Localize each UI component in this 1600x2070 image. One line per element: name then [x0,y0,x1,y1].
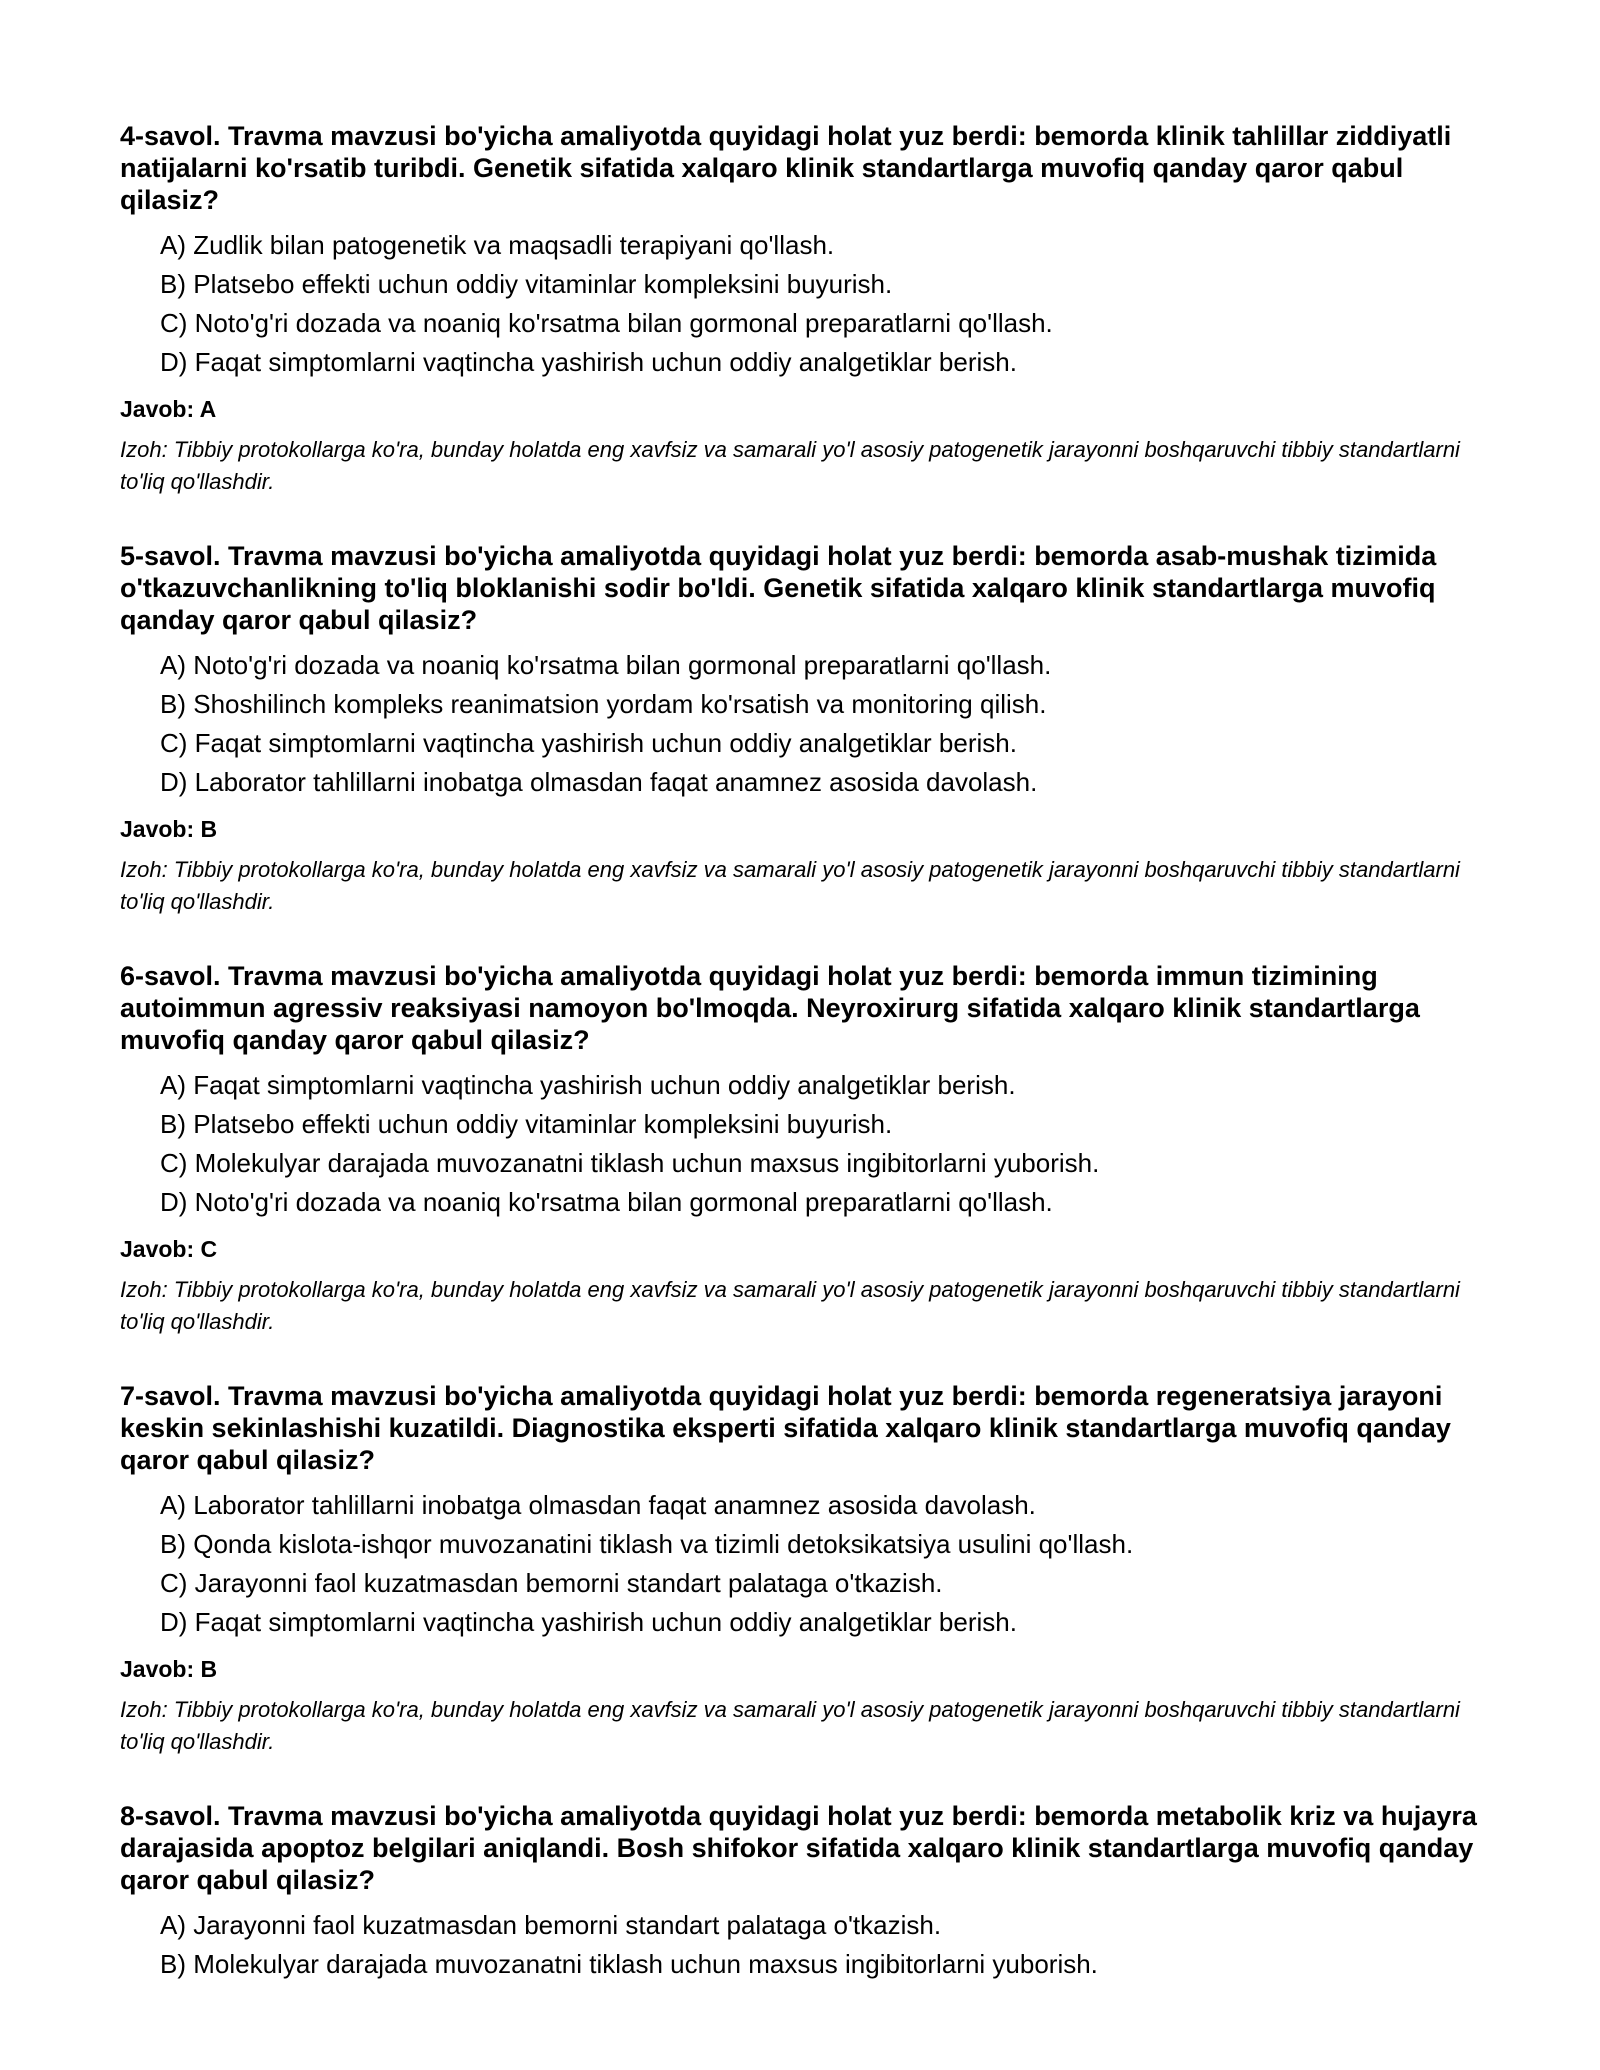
answer-key: Javob: B [120,816,218,842]
option-d: D) Faqat simptomlarni vaqtincha yashirish uchun oddiy analgetiklar berish. [160,1607,1017,1637]
question-6 [120,960,1480,1338]
option-a: A) Zudlik bilan patogenetik va maqsadli terapiyani qo'llash. [160,230,835,260]
option-a: A) Noto'g'ri dozada va noaniq ko'rsatma bilan gormonal preparatlarni qo'llash. [160,650,1052,680]
question-4 [120,120,1480,498]
answer-options [120,646,1480,802]
option-c: C) Molekulyar darajada muvozanatni tiklash uchun maxsus ingibitorlarni yuborish. [160,1148,1100,1178]
question-8 [120,1800,1480,1984]
option-d: D) Faqat simptomlarni vaqtincha yashirish uchun oddiy analgetiklar berish. [160,347,1017,377]
option-a: A) Jarayonni faol kuzatmasdan bemorni standart palataga o'tkazish. [160,1910,942,1940]
option-b: B) Shoshilinch kompleks reanimatsion yordam ko'rsatish va monitoring qilish. [160,689,1047,719]
option-a: A) Laborator tahlillarni inobatga olmasdan faqat anamnez asosida davolash. [160,1490,1036,1520]
option-d: D) Laborator tahlillarni inobatga olmasdan faqat anamnez asosida davolash. [160,767,1038,797]
answer-options [120,1486,1480,1642]
answer-options [120,1066,1480,1222]
option-b: B) Qonda kislota-ishqor muvozanatini tiklash va tizimli detoksikatsiya usulini qo'llash. [160,1529,1134,1559]
option-b: B) Molekulyar darajada muvozanatni tiklash uchun maxsus ingibitorlarni yuborish. [160,1949,1098,1979]
explanation-text: Izoh: Tibbiy protokollarga ko'ra, bunday holatda eng xavfsiz va samarali yo'l asosiy patogenetik jarayonni boshqaruvchi tibbiy standartlarni to'liq qo'llashdir. [120,437,1460,494]
answer-key: Javob: C [120,1236,218,1262]
option-c: C) Jarayonni faol kuzatmasdan bemorni standart palataga o'tkazish. [160,1568,943,1598]
explanation-text: Izoh: Tibbiy protokollarga ko'ra, bunday holatda eng xavfsiz va samarali yo'l asosiy patogenetik jarayonni boshqaruvchi tibbiy standartlarni to'liq qo'llashdir. [120,1697,1460,1754]
explanation-text: Izoh: Tibbiy protokollarga ko'ra, bunday holatda eng xavfsiz va samarali yo'l asosiy patogenetik jarayonni boshqaruvchi tibbiy standartlarni to'liq qo'llashdir. [120,1277,1460,1334]
option-a: A) Faqat simptomlarni vaqtincha yashirish uchun oddiy analgetiklar berish. [160,1070,1016,1100]
option-c: C) Faqat simptomlarni vaqtincha yashirish uchun oddiy analgetiklar berish. [160,728,1017,758]
answer-key: Javob: B [120,1656,218,1682]
answer-key: Javob: A [120,396,217,422]
answer-options [120,1906,1480,1984]
question-text: 5-savol. Travma mavzusi bo'yicha amaliyotda quyidagi holat yuz berdi: bemorda asab-mushak tizimida o'tkazuvchanlikning to'liq bloklanishi sodir bo'ldi. Genetik sifatida xalqaro klinik standartlarga muvofiq qanday qaror qabul qilasiz? [120,541,1437,635]
question-text: 7-savol. Travma mavzusi bo'yicha amaliyotda quyidagi holat yuz berdi: bemorda regeneratsiya jarayoni keskin sekinlashishi kuzatildi. Diagnostika eksperti sifatida xalqaro klinik standartlarga muvofiq qanday qaror qabul qilasiz? [120,1381,1451,1475]
option-b: B) Platsebo effekti uchun oddiy vitaminlar kompleksini buyurish. [160,269,893,299]
option-d: D) Noto'g'ri dozada va noaniq ko'rsatma bilan gormonal preparatlarni qo'llash. [160,1187,1053,1217]
option-b: B) Platsebo effekti uchun oddiy vitaminlar kompleksini buyurish. [160,1109,893,1139]
answer-options [120,226,1480,382]
question-7 [120,1380,1480,1758]
explanation-text: Izoh: Tibbiy protokollarga ko'ra, bunday holatda eng xavfsiz va samarali yo'l asosiy patogenetik jarayonni boshqaruvchi tibbiy standartlarni to'liq qo'llashdir. [120,857,1460,914]
question-text: 8-savol. Travma mavzusi bo'yicha amaliyotda quyidagi holat yuz berdi: bemorda metabolik kriz va hujayra darajasida apoptoz belgilari aniqlandi. Bosh shifokor sifatida xalqaro klinik standartlarga muvofiq qanday qaror qabul qilasiz? [120,1801,1477,1895]
document-page [120,120,1480,2026]
question-5 [120,540,1480,918]
question-text: 4-savol. Travma mavzusi bo'yicha amaliyotda quyidagi holat yuz berdi: bemorda klinik tahlillar ziddiyatli natijalarni ko'rsatib turibdi. Genetik sifatida xalqaro klinik standartlarga muvofiq qanday qaror qabul qilasiz? [120,121,1452,215]
option-c: C) Noto'g'ri dozada va noaniq ko'rsatma bilan gormonal preparatlarni qo'llash. [160,308,1053,338]
question-text: 6-savol. Travma mavzusi bo'yicha amaliyotda quyidagi holat yuz berdi: bemorda immun tizimining autoimmun agressiv reaksiyasi namoyon bo'lmoqda. Neyroxirurg sifatida xalqaro klinik standartlarga muvofiq qanday qaror qabul qilasiz? [120,961,1420,1055]
